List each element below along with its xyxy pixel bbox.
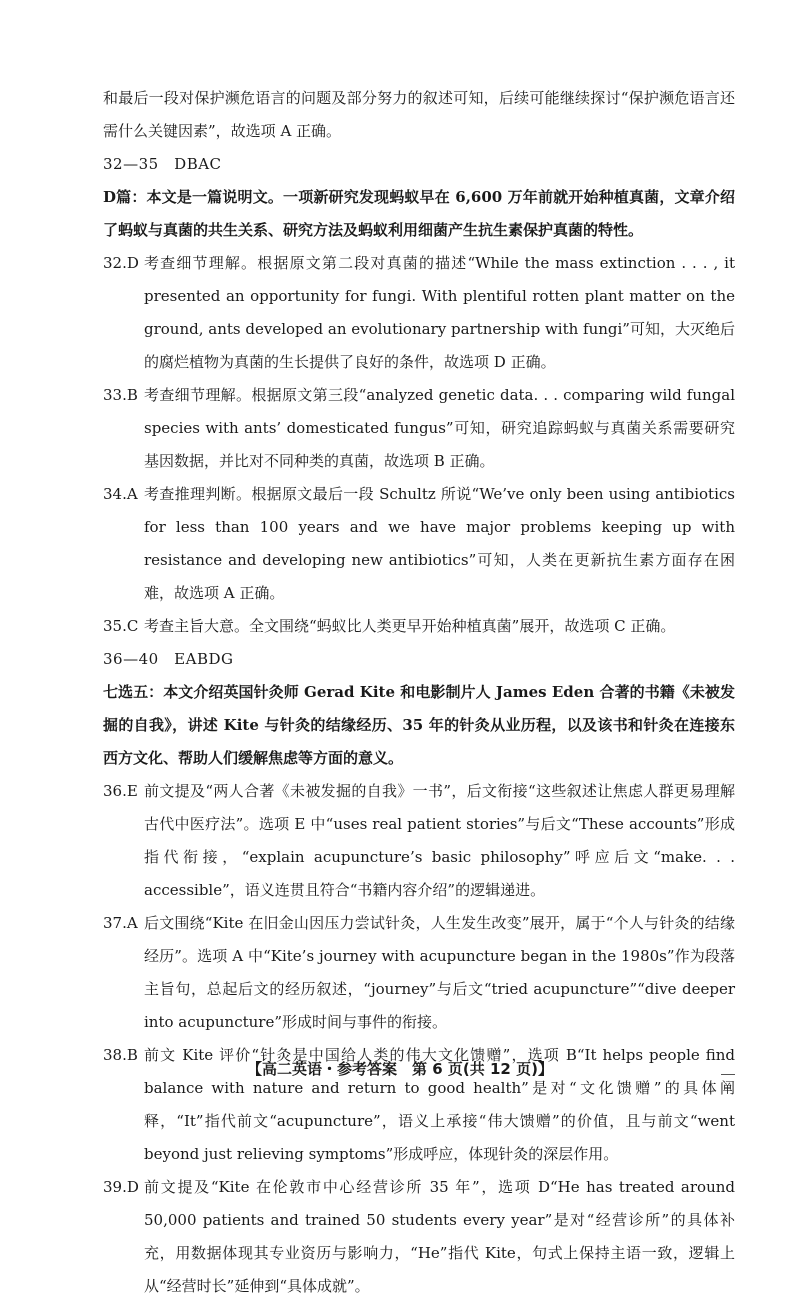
question-number: 38.B bbox=[103, 1046, 138, 1064]
explanation-item bbox=[103, 610, 735, 643]
explanation-text: 考查主旨大意。全文围绕“蚂蚁比人类更早开始种植真菌”展开，故选项 C 正确。 bbox=[144, 617, 676, 635]
question-number: 33.B bbox=[103, 386, 138, 404]
explanation-text: 前文 Kite 评价“针灸是中国给人类的伟大文化馈赠”，选项 B“It helps people find balance with nature and return to good health”是对“文化馈赠”的具体阐释，“It”指代前文“acupuncture”，语义上承接“伟大馈赠”的价值，且与前文“went beyond just relieving symptoms”形成呼应，体现针灸的深层作用。 bbox=[144, 1046, 735, 1163]
continuation-paragraph: 和最后一段对保护濒危语言的问题及部分努力的叙述可知，后续可能继续探讨“保护濒危语言还需什么关键因素”，故选项 A 正确。 bbox=[103, 89, 735, 140]
explanation-item bbox=[103, 247, 735, 379]
explanation-item bbox=[103, 379, 735, 478]
explanation-item bbox=[103, 1171, 735, 1303]
question-number: 34.A bbox=[103, 485, 138, 503]
explanation-item bbox=[103, 478, 735, 610]
section-d-intro: D篇：本文是一篇说明文。一项新研究发现蚂蚁早在 6,600 万年前就开始种植真菌，文章介绍了蚂蚁与真菌的共生关系、研究方法及蚂蚁利用细菌产生抗生素保护真菌的特性。 bbox=[103, 188, 735, 239]
page-content bbox=[103, 82, 735, 1303]
section-7-intro: 七选五：本文介绍英国针灸师 Gerad Kite 和电影制片人 James Eden 合著的书籍《未被发掘的自我》，讲述 Kite 与针灸的结缘经历、35 年的针灸从业历程，以及该书和针灸在连接东西方文化、帮助人们缓解焦虑等方面的意义。 bbox=[103, 683, 735, 767]
corner-mark bbox=[721, 1074, 735, 1075]
question-number: 37.A bbox=[103, 914, 138, 932]
explanation-text: 前文提及“两人合著《未被发掘的自我》一书”，后文衔接“这些叙述让焦虑人群更易理解古代中医疗法”。选项 E 中“uses real patient stories”与后文“These accounts”形成指代衔接，“explain acupuncture’s basic philosophy”呼应后文“make. . . accessible”，语义连贯且符合“书籍内容介绍”的逻辑递进。 bbox=[144, 782, 735, 899]
answer-key-32-35: 32—35 DBAC bbox=[103, 155, 222, 173]
explanation-text: 考查细节理解。根据原文第三段“analyzed genetic data. . . comparing wild fungal species with ants’ domesticated fungus”可知，研究追踪蚂蚁与真菌关系需要研究基因数据，并比对不同种类的真菌，故选项 B 正确。 bbox=[144, 386, 735, 470]
question-number: 32.D bbox=[103, 254, 139, 272]
question-number: 36.E bbox=[103, 782, 138, 800]
page-footer: 【高二英语・参考答案 第 6 页(共 12 页)】 bbox=[247, 1060, 553, 1078]
explanation-text: 前文提及“Kite 在伦敦市中心经营诊所 35 年”，选项 D“He has treated around 50,000 patients and trained 50 students every year”是对“经营诊所”的具体补充，用数据体现其专业资历与影响力，“He”指代 Kite，句式上保持主语一致，逻辑上从“经营时长”延伸到“具体成就”。 bbox=[144, 1178, 735, 1295]
explanation-text: 考查细节理解。根据原文第二段对真菌的描述“While the mass extinction . . . , it presented an opportunity for fungi. With plentiful rotten plant matter on the ground, ants developed an evolutionary partnership with fungi”可知，大灭绝后的腐烂植物为真菌的生长提供了良好的条件，故选项 D 正确。 bbox=[144, 254, 735, 371]
explanation-item bbox=[103, 775, 735, 907]
explanation-text: 考查推理判断。根据原文最后一段 Schultz 所说“We’ve only been using antibiotics for less than 100 years and we have major problems keeping up with resistance and developing new antibiotics”可知，人类在更新抗生素方面存在困难，故选项 A 正确。 bbox=[144, 485, 735, 602]
explanation-text: 后文围绕“Kite 在旧金山因压力尝试针灸，人生发生改变”展开，属于“个人与针灸的结缘经历”。选项 A 中“Kite’s journey with acupuncture began in the 1980s”作为段落主旨句，总起后文的经历叙述，“journey”与后文“tried acupuncture”“dive deeper into acupuncture”形成时间与事件的衔接。 bbox=[144, 914, 735, 1031]
answer-key-36-40: 36—40 EABDG bbox=[103, 650, 234, 668]
question-number: 35.C bbox=[103, 617, 139, 635]
explanation-item bbox=[103, 907, 735, 1039]
question-number: 39.D bbox=[103, 1178, 139, 1196]
